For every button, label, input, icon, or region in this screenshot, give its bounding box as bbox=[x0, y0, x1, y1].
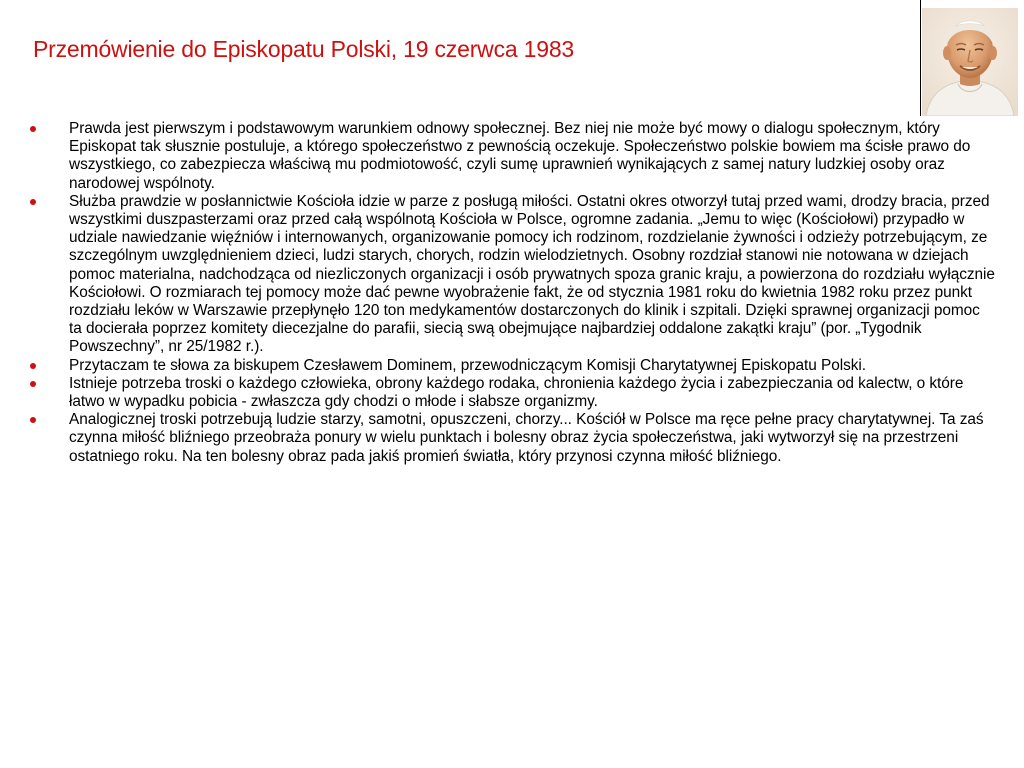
bullet-item bbox=[28, 193, 996, 357]
bullet-dot-icon bbox=[30, 199, 36, 205]
bullet-item bbox=[28, 375, 996, 411]
portrait-icon bbox=[922, 8, 1018, 116]
bullet-text: Istnieje potrzeba troski o każdego człowieka, obrony każdego rodaka, chronienia każdego życia i zabezpieczania od kalectw, o które łatwo w wypadku pobicia - zwłaszcza gdy chodzi o młode i słabsze organizmy. bbox=[69, 374, 964, 411]
slide-title: Przemówienie do Episkopatu Polski, 19 czerwca 1983 bbox=[33, 36, 575, 62]
divider bbox=[920, 0, 921, 116]
bullet-item bbox=[28, 357, 996, 375]
bullet-dot-icon bbox=[30, 363, 36, 369]
bullet-dot-icon bbox=[30, 417, 36, 423]
bullet-list bbox=[28, 120, 996, 466]
bullet-item bbox=[28, 120, 996, 193]
bullet-text: Służba prawdzie w posłannictwie Kościoła idzie w parze z posługą miłości. Ostatni okres otworzył tutaj przed wami, drodzy bracia, przed wszystkimi duszpasterzami oraz przed całą wspólnotą Kościoła w Polsce, ogromne zadania. „Jemu to więc (Kościołowi) przypadło w udziale nawiedzanie więźniów i internowanych, organizowanie pomocy ich rodzinom, rozdzielanie żywności i odzieży potrzebującym, ze szczególnym uwzględnieniem dzieci, ludzi starych, chorych, rodzin wielodzietnych. Osobny rozdział stanowi nie notowana w dziejach pomoc materialna, nadchodząca od niezliczonych organizacji i osób prywatnych spoza granic kraju, a powierzona do rozdziału wyłącznie Kościołowi. O rozmiarach tej pomocy może dać pewne wyobrażenie fakt, że od stycznia 1981 roku do kwietnia 1982 roku przez punkt rozdziału leków w Warszawie przepłynęło 120 ton medykamentów dostarczonych do klinik i szpitali. Dzięki sprawnej organizacji pomoc ta docierała poprzez komitety diecezjalne do parafii, siecią swą obejmujące najbardziej oddalone zakątki kraju” (por. „Tygodnik Powszechny”, nr 25/1982 r.). bbox=[69, 192, 995, 356]
bullet-dot-icon bbox=[30, 381, 36, 387]
bullet-text: Analogicznej troski potrzebują ludzie starzy, samotni, opuszczeni, chorzy... Kościół w Polsce ma ręce pełne pracy charytatywnej. Ta zaś czynna miłość bliźniego przeobraża ponury w wielu punktach i bolesny obraz życia społeczeństwa, jaki wytworzył się na przestrzeni ostatniego roku. Na ten bolesny obraz pada jakiś promień światła, który przynosi czynna miłość bliźniego. bbox=[69, 411, 984, 465]
bullet-text: Prawda jest pierwszym i podstawowym warunkiem odnowy społecznej. Bez niej nie może być mowy o dialogu społecznym, który Episkopat tak słusznie postuluje, a którego społeczeństwo z pewnością oczekuje. Społeczeństwo polskie bowiem ma ścisłe prawo do wszystkiego, co zabezpiecza właściwą mu podmiotowość, czyli sumę uprawnień wynikających z samej natury ludzkiej osoby oraz narodowej wspólnoty. bbox=[69, 120, 971, 192]
bullet-item bbox=[28, 411, 996, 466]
bullet-dot-icon bbox=[30, 126, 36, 132]
bullet-text: Przytaczam te słowa za biskupem Czesławem Dominem, przewodniczącym Komisji Charytatywnej Episkopatu Polski. bbox=[69, 356, 866, 374]
portrait-photo bbox=[922, 8, 1018, 116]
